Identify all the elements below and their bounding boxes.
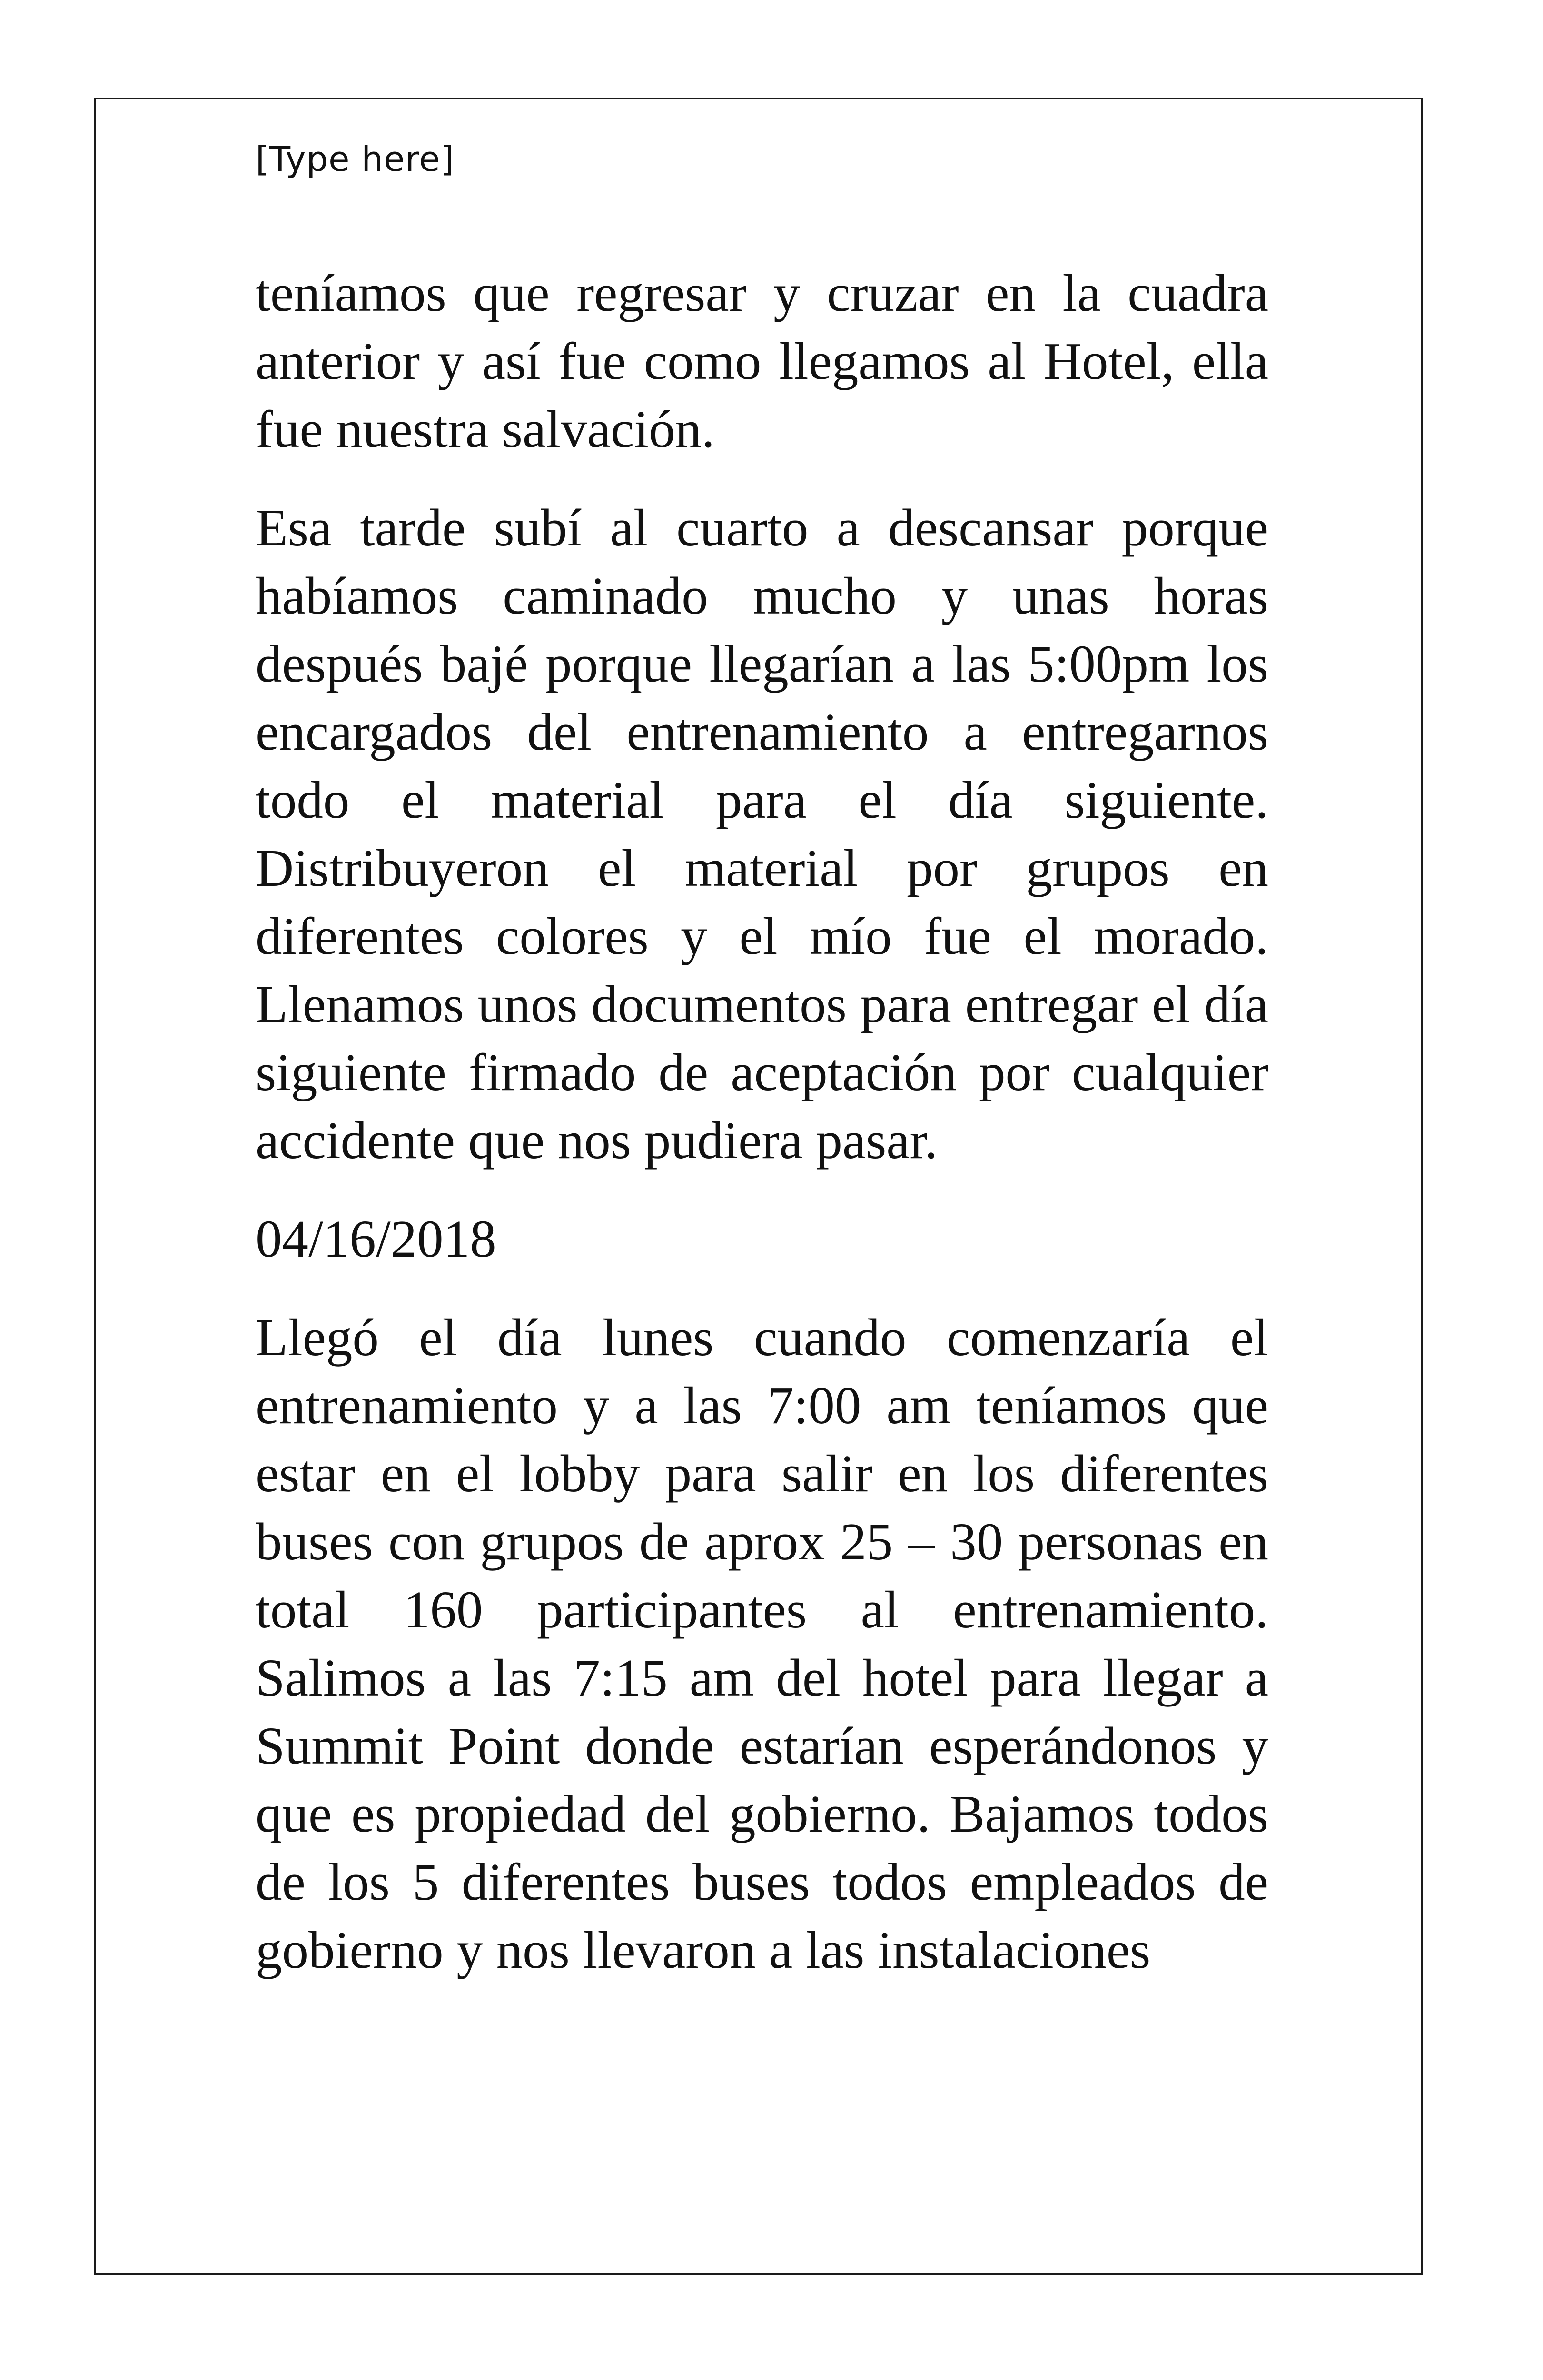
paragraph-1: teníamos que regresar y cruzar en la cuadra anterior y así fue como llegamos al Hotel, ella fue nuestra salvación. xyxy=(256,264,1268,459)
date-heading: 04/16/2018 xyxy=(256,1210,496,1269)
document-body xyxy=(256,259,1268,1984)
paragraph-2: Esa tarde subí al cuarto a descansar porque habíamos caminado mucho y unas horas después bajé porque llegarían a las 5:00pm los encargados del entrenamiento a entregarnos todo el material para el día siguiente. Distribuyeron el material por grupos en diferentes colores y el mío fue el morado. Llenamos unos documentos para entregar el día siguiente firmado de aceptación por cualquier accidente que nos pudiera pasar. xyxy=(256,499,1268,1170)
header-placeholder[interactable]: [Type here] xyxy=(256,139,455,179)
paragraph-3: Llegó el día lunes cuando comenzaría el entrenamiento y a las 7:00 am teníamos que estar en el lobby para salir en los diferentes buses con grupos de aprox 25 – 30 personas en total 160 participantes al entrenamiento. Salimos a las 7:15 am del hotel para llegar a Summit Point donde estarían esperándonos y que es propiedad del gobierno. Bajamos todos de los 5 diferentes buses todos empleados de gobierno y nos llevaron a las instalaciones xyxy=(256,1309,1268,1980)
